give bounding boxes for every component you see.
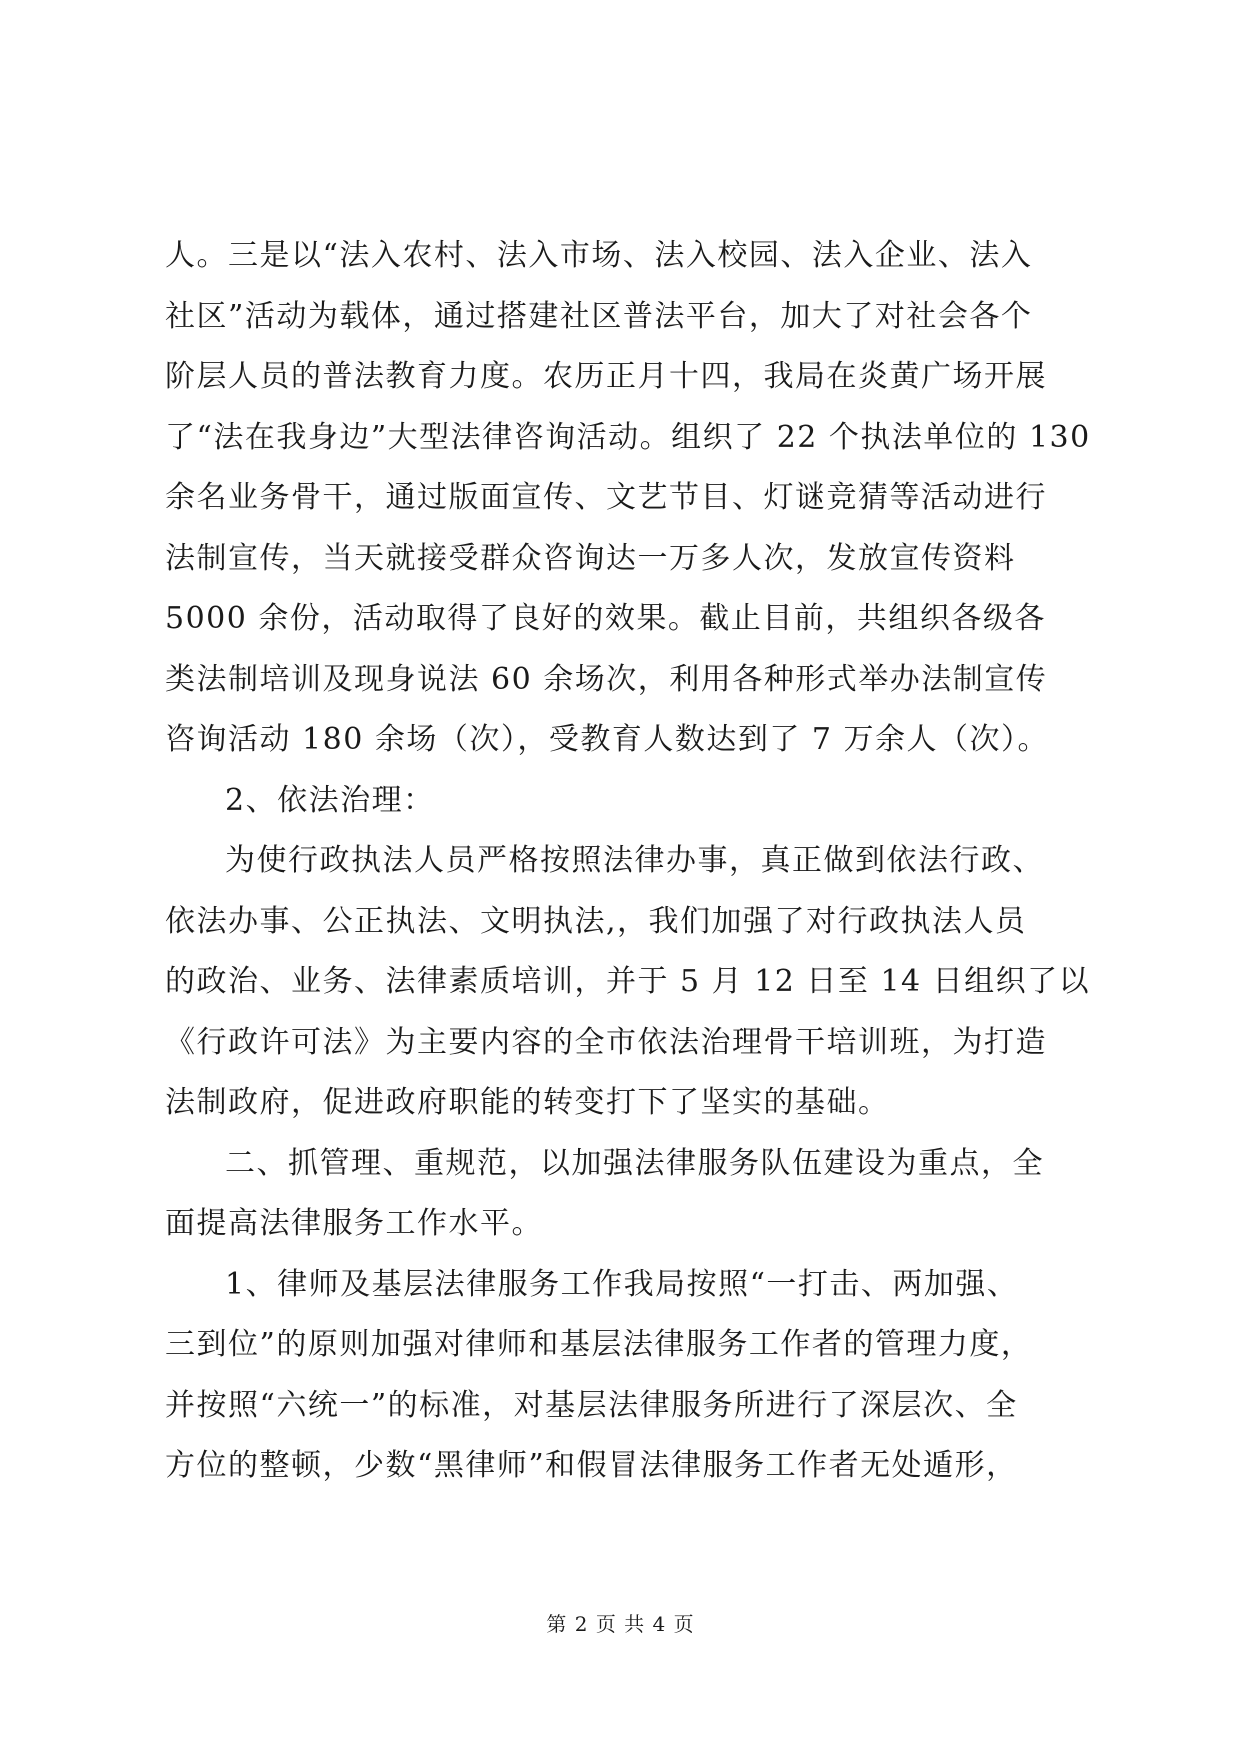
document-body: [165, 226, 1091, 1497]
text-line: 法制政府，促进政府职能的转变打下了坚实的基础。: [165, 1085, 890, 1120]
text-line: 类法制培训及现身说法 60 余场次，利用各种形式举办法制宣传: [165, 661, 1048, 697]
text-line: 依法办事、公正执法、文明执法,，我们加强了对行政执法人员: [165, 903, 1027, 939]
text-line: 二、抓管理、重规范，以加强法律服务队伍建设为重点，全: [225, 1145, 1044, 1181]
text-line: 社区”活动为载体，通过搭建社区普法平台，加大了对社会各个: [165, 298, 1033, 334]
text-line: 5000 余份，活动取得了良好的效果。截止目前，共组织各级各: [165, 601, 1046, 636]
text-line: 法制宣传，当天就接受群众咨询达一万多人次，发放宣传资料: [165, 540, 1016, 576]
text-line: 方位的整顿，少数“黑律师”和假冒法律服务工作者无处遁形，: [165, 1448, 1018, 1483]
text-line: 《行政许可法》为主要内容的全市依法治理骨干培训班，为打造: [165, 1024, 1047, 1060]
page-footer: [0, 1608, 1241, 1637]
text-line: 为使行政执法人员严格按照法律办事，真正做到依法行政、: [225, 843, 1044, 878]
text-line: 2、依法治理：: [225, 782, 435, 818]
text-line: 面提高法律服务工作水平。: [165, 1206, 543, 1241]
text-line: 的政治、业务、法律素质培训，并于 5 月 12 日至 14 日组织了以: [165, 964, 1091, 999]
page-number-label: 第 2 页 共 4 页: [546, 1612, 695, 1636]
text-line: 阶层人员的普法教育力度。农历正月十四，我局在炎黄广场开展: [165, 359, 1047, 394]
text-line: 1、律师及基层法律服务工作我局按照“一打击、两加强、: [225, 1266, 1019, 1302]
text-line: 人。三是以“法入农村、法入市场、法入校园、法入企业、法入: [165, 238, 1033, 273]
text-line: 了“法在我身边”大型法律咨询活动。组织了 22 个执法单位的 130: [165, 419, 1091, 455]
text-line: 余名业务骨干，通过版面宣传、文艺节目、灯谜竞猜等活动进行: [165, 480, 1047, 515]
text-line: 三到位”的原则加强对律师和基层法律服务工作者的管理力度，: [165, 1327, 1033, 1362]
text-line: 并按照“六统一”的标准，对基层法律服务所进行了深层次、全: [165, 1387, 1018, 1423]
text-line: 咨询活动 180 余场（次），受教育人数达到了 7 万余人（次）。: [165, 722, 1049, 757]
